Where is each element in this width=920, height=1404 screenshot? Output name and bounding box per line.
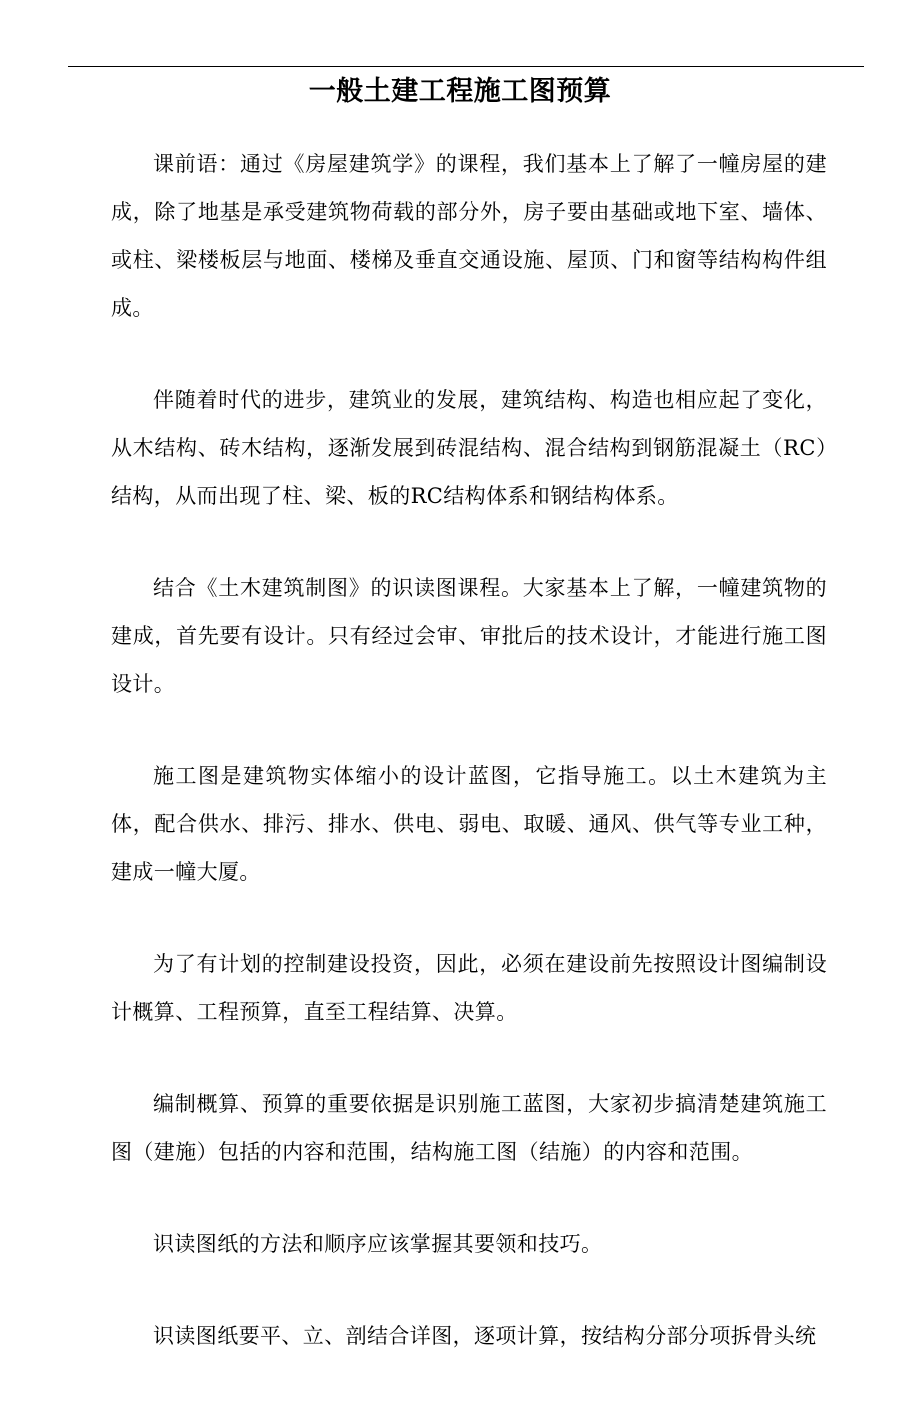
paragraph-design: 结合《土木建筑制图》的识读图课程。大家基本上了解，一幢建筑物的建成，首先要有设计。只有经过会审、审批后的技术设计，才能进行施工图设计。 (111, 576, 827, 696)
paragraph-reading-method: 识读图纸的方法和顺序应该掌握其要领和技巧。 (153, 1232, 603, 1256)
document-title: 一般土建工程施工图预算 (308, 76, 612, 107)
paragraph-structure-evolution: 伴随着时代的进步，建筑业的发展，建筑结构、构造也相应起了变化，从木结构、砖木结构，逐渐发展到砖混结构、混合结构到钢筋混凝土（RC）结构，从而出现了柱、梁、板的RC结构体系和钢结构体系。 (111, 388, 827, 508)
paragraph-reading-steps: 识读图纸要平、立、剖结合详图，逐项计算，按结构分部分项拆骨头统 (153, 1324, 817, 1348)
paragraph-investment-control: 为了有计划的控制建设投资，因此，必须在建设前先按照设计图编制设计概算、工程预算，直至工程结算、决算。 (111, 952, 827, 1024)
document-body (111, 140, 827, 1404)
paragraph-budget-basis: 编制概算、预算的重要依据是识别施工蓝图，大家初步搞清楚建筑施工图（建施）包括的内容和范围，结构施工图（结施）的内容和范围。 (111, 1092, 827, 1164)
header-rule (68, 66, 864, 67)
paragraph-construction-drawings: 施工图是建筑物实体缩小的设计蓝图，它指导施工。以土木建筑为主体，配合供水、排污、排水、供电、弱电、取暖、通风、供气等专业工种，建成一幢大厦。 (111, 764, 827, 884)
paragraph-intro: 课前语：通过《房屋建筑学》的课程，我们基本上了解了一幢房屋的建成，除了地基是承受建筑物荷载的部分外，房子要由基础或地下室、墙体、或柱、梁楼板层与地面、楼梯及垂直交通设施、屋顶、门和窗等结构构件组成。 (111, 152, 827, 320)
